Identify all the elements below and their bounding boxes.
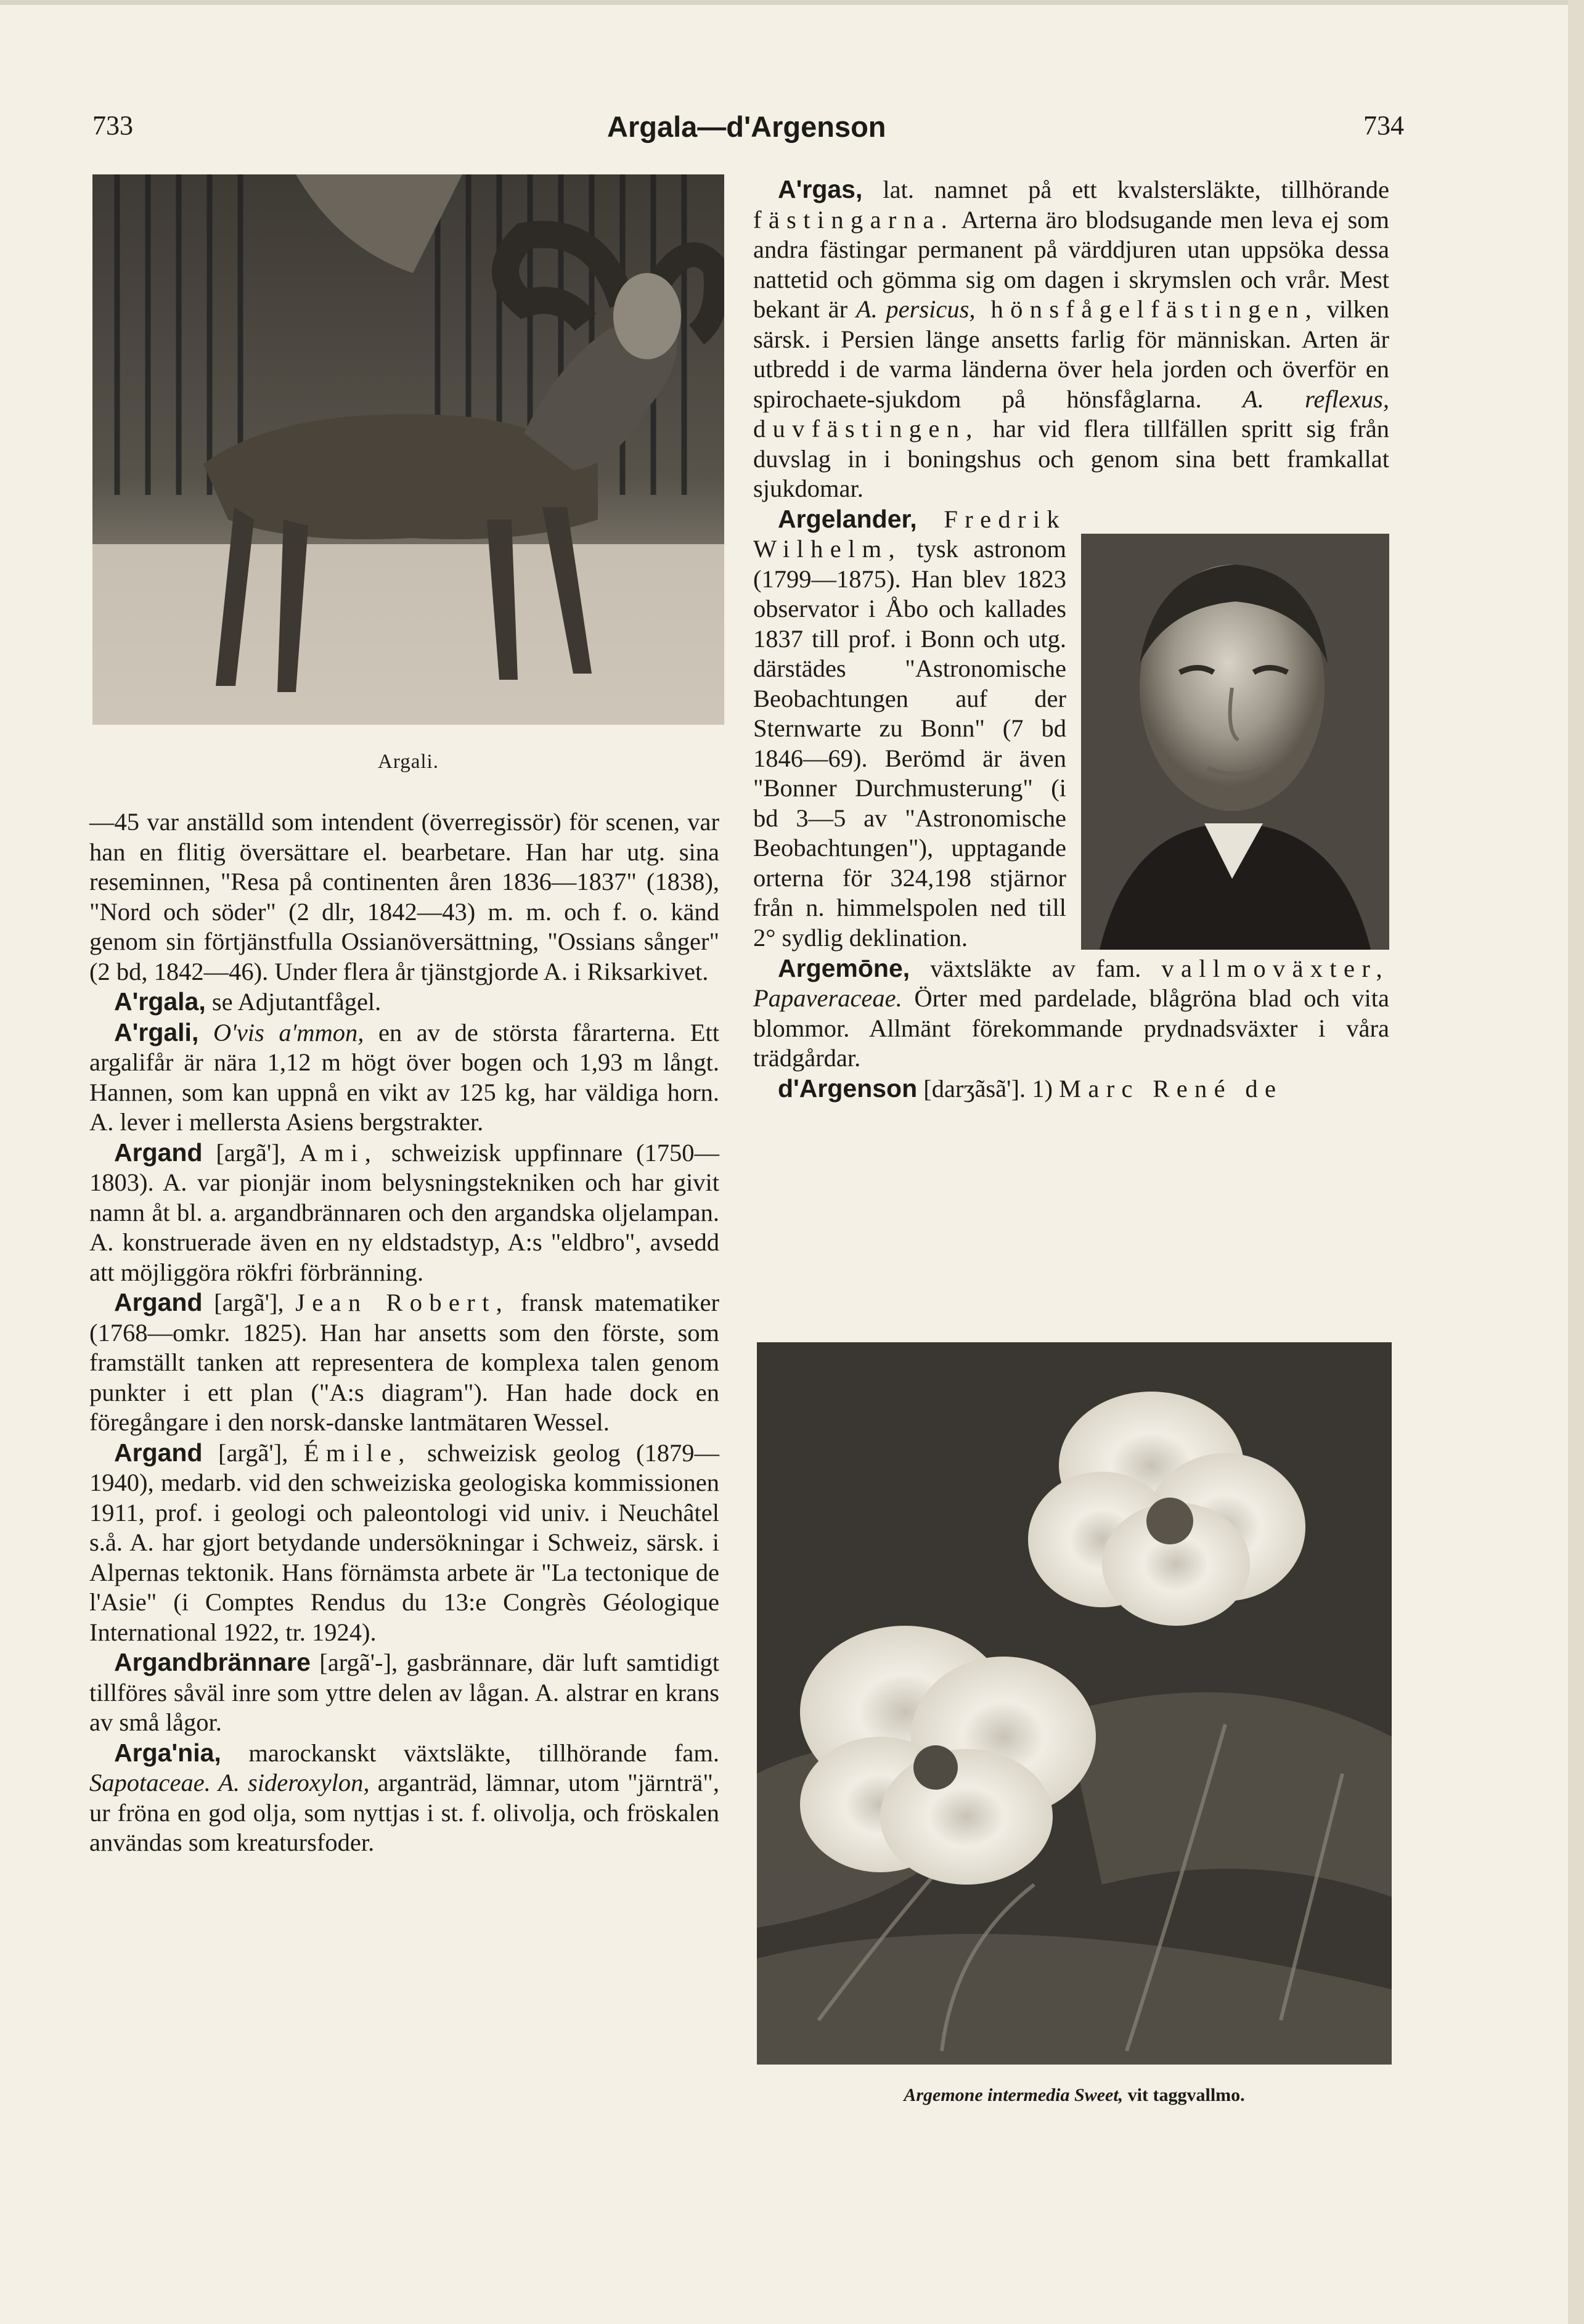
person-name: Ami, (299, 1138, 378, 1167)
spaced-term: fästingarna. (753, 205, 955, 234)
spaced-term: duvfästingen, (753, 415, 979, 442)
entry-text: marockanskt växtsläkte, tillhörande fam. (221, 1739, 719, 1767)
headword: A'rgala, (114, 987, 206, 1016)
entry-text: Örter med pardelade, blågröna blad och vita blommor. Allmänt förekommande prydnadsväxter i våra trädgårdar. (753, 984, 1389, 1072)
entry-text: tysk astronom (1799—1875). Han blev 1823 observator i Åbo och kallades 1837 till prof. i Bonn och utg. därstädes "Astronomische Beobachtungen auf der Sternwarte zu Bonn" (7 bd 1846—69). Berömd är även "Bonner Durchmusterung" (i bd 3—5 av "Astronomische Beobachtungen"), upptagande orterna för 324,198 stjärnor från n. himmelspolen ned till 2° sydlig deklination. (753, 535, 1066, 952)
entry-argand-jean-robert (89, 1287, 719, 1438)
entry-argas (753, 174, 1389, 504)
person-name: Émile, (303, 1438, 412, 1467)
latin-name: O'vis a'mmon, (213, 1018, 364, 1046)
continuation-text: —45 var anställd som intendent (överregissör) för scenen, var han en flitig översättare el. bearbetare. Han har utg. sina reseminnen, "Resa på continenten åren 1836—1837" (1838), "Nord och söder" (2 dlr, 1842—43) m. m. och f. o. känd genom sin förtjänstfulla Ossianöversättning, "Ossians sånger" (2 bd, 1842—46). Under flera år tjänstgjorde A. i Riksarkivet. (89, 808, 719, 985)
entry-text: se Adjutantfågel. (205, 988, 382, 1016)
entry-text: [argã'-], gasbrännare, där luft samtidigt tillföres såväl inre som yttre delen av lågan. A. alstrar en krans av små lågor. (89, 1649, 719, 1736)
pronunciation: [argã'], (202, 1138, 286, 1167)
argali-caption: Argali. (378, 751, 439, 773)
headword: Argemōne, (778, 953, 910, 982)
entry-text: en av de största fårarterna. Ett argalifår är nära 1,12 m högt över bogen och 1,93 m långt. Hannen, som kan uppnå en vikt av 125 kg, har väldiga horn. A. lever i mellersta Asiens bergstrakter. (89, 1018, 720, 1136)
headword: Argelander, (778, 504, 917, 533)
right-column (753, 174, 1389, 1104)
entry-text: schweizisk uppfinnare (1750—1803). A. var pionjär inom belysningstekniken och har givit namn åt bl. a. argandbrännaren och den argandska oljelampan. A. konstruerade även en ny eldstadstyp, A:s "eldbro", avsedd att möjliggöra rökfri förbränning. (89, 1138, 719, 1286)
entry-argand-emile (89, 1438, 719, 1648)
entry-dargenson (753, 1074, 1389, 1104)
entry-text: växtsläkte av fam. (910, 954, 1162, 982)
entry-argania (89, 1738, 719, 1858)
argelander-portrait (1081, 534, 1389, 950)
page-number-right: 734 (1363, 110, 1404, 141)
latin-name: A. reflexus, (1242, 385, 1389, 413)
argemone-photo (757, 1342, 1392, 2065)
person-name: Marc René de (1059, 1074, 1283, 1103)
headword: Argand (114, 1438, 203, 1467)
headword: Arga'nia, (114, 1738, 221, 1767)
person-name: Fredrik Wilhelm, (753, 505, 1066, 563)
person-name: Jean Robert, (295, 1289, 510, 1316)
running-title: Argala—d'Argenson (607, 110, 886, 143)
headword: d'Argenson (778, 1074, 918, 1103)
entry-argand-ami (89, 1138, 719, 1288)
latin-name: Sapotaceae. A. sideroxylon, (89, 1769, 370, 1796)
headword: A'rgali, (114, 1017, 199, 1046)
entry-text: Arterna äro blodsugande men leva ej som andra fästingar permanent på värddjuren utan uppsöka dessa nattetid och gömma sig om dagen i skrymslen och vrår. Mest bekant är (753, 205, 1389, 323)
pronunciation: [darʒãsã']. (917, 1074, 1026, 1103)
caption-latin: Argemone intermedia Sweet, (904, 2085, 1124, 2105)
page-number-left: 733 (92, 110, 133, 141)
pronunciation: [argã'], (202, 1289, 284, 1316)
argemone-caption (757, 2085, 1392, 2106)
headword: Argand (114, 1138, 203, 1167)
entry-text: schweizisk geolog (1879—1940), medarb. vid den schweiziska geologiska kommissionen 1911, prof. i geologi och paleontologi vid univ. i Neuchâtel s.å. A. har gjort betydande undersökningar i Schweiz, särsk. i Alpernas tektonik. Hans förnämsta arbete är "La tectonique de l'Asie" (i Comptes Rendus du 13:e Congrès Géologique International 1922, tr. 1924). (89, 1438, 720, 1646)
headword: Argandbrännare (114, 1648, 311, 1676)
entry-argali (89, 1017, 719, 1138)
spaced-term: vallmoväxter, (1161, 954, 1389, 982)
entry-argandbrannare (89, 1647, 719, 1738)
headword: A'rgas, (778, 175, 863, 203)
page-right-edge (1568, 0, 1584, 2324)
entry-text: vilken särsk. i Persien länge ansetts farlig för människan. Arten är utbredd i de varma länderna över hela jorden och överför en spirochaete-sjukdom på hönsfåglarna. (753, 295, 1389, 413)
headword: Argand (114, 1288, 203, 1316)
caption-text: vit taggvallmo. (1123, 2085, 1245, 2105)
entry-text: fransk matematiker (1768—omkr. 1825). Han har ansetts som den förste, som framställt tanken att representera de komplexa talen genom punkter i ett plan ("A:s diagram"). Han hade dock en föregångare i den norsk-danske lantmätaren Wessel. (89, 1289, 719, 1436)
entry-argala (89, 987, 719, 1017)
entry-text: lat. namnet på ett kvalstersläkte, tillhörande (862, 176, 1389, 203)
entry-text: har vid flera tillfällen spritt sig från duvslag in i boningshus och genom sina bett framkallat sjukdomar. (753, 415, 1389, 502)
pronunciation: [argã'], (202, 1438, 288, 1467)
latin-name: A. persicus, (855, 295, 976, 323)
spaced-term: hönsfågelfästingen, (975, 295, 1319, 323)
left-column (89, 807, 719, 1858)
latin-name: Papaveraceae. (753, 984, 902, 1012)
page-top-edge (0, 0, 1584, 5)
entry-argemone (753, 953, 1389, 1074)
entry-text: arganträd, lämnar, utom "järnträ", ur fröna en god olja, som nyttjas i st. f. olivolja, och fröskalen användas som kreatursfoder. (89, 1769, 720, 1856)
entry-text: 1) (1026, 1074, 1059, 1103)
argali-photo (92, 174, 724, 725)
